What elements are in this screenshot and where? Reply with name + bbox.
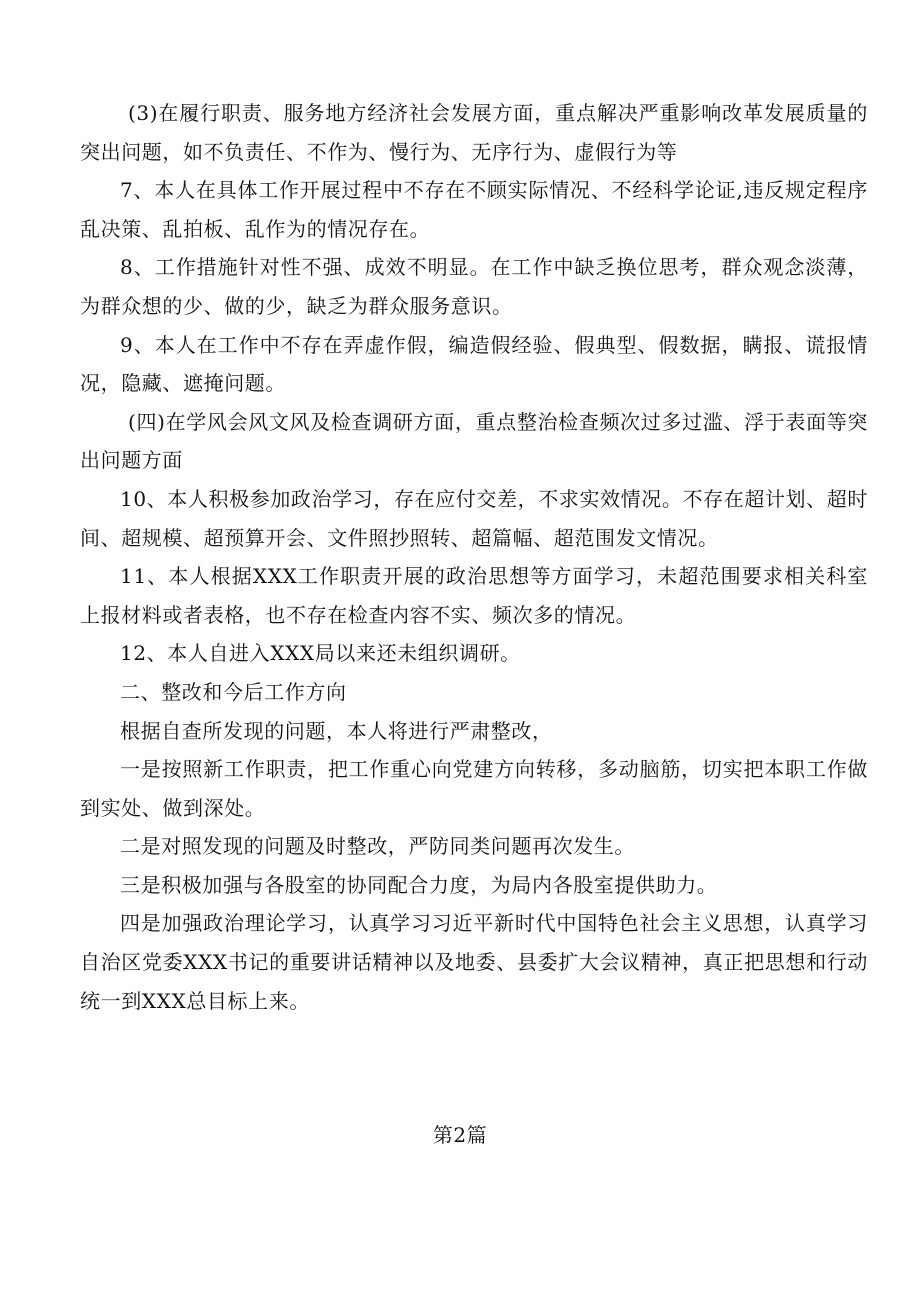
- paragraph-point-1: 一是按照新工作职责，把工作重心向党建方向转移，多动脑筋，切实把本职工作做到实处、做到深处。: [80, 757, 868, 820]
- paragraph-intro: 根据自查所发现的问题，本人将进行严肃整改，: [120, 718, 553, 743]
- paragraph-point-3: 三是积极加强与各股室的协同配合力度，为局内各股室提供助力。: [120, 872, 718, 897]
- paragraph-item-10: 10、本人积极参加政治学习，存在应付交差，不求实效情况。不存在超计划、超时间、超规模、超预算开会、文件照抄照转、超篇幅、超范围发文情况。: [80, 486, 868, 550]
- paragraph-point-4: 四是加强政治理论学习，认真学习习近平新时代中国特色社会主义思想，认真学习自治区党委XXX书记的重要讲话精神以及地委、县委扩大会议精神，真正把思想和行动统一到XXX总目标上来。: [80, 911, 868, 1013]
- paragraph-item-7: 7、本人在具体工作开展过程中不存在不顾实际情况、不经科学论证,违反规定程序乱决策、乱拍板、乱作为的情况存在。: [80, 178, 868, 241]
- paragraph-item-11: 11、本人根据XXX工作职责开展的政治思想等方面学习，未超范围要求相关科室上报材料或者表格，也不存在检查内容不实、频次多的情况。: [80, 564, 868, 627]
- paragraph-item-9: 9、本人在工作中不存在弄虚作假，编造假经验、假典型、假数据，瞒报、谎报情况，隐藏、遮掩问题。: [80, 332, 868, 396]
- paragraph-item-8: 8、工作措施针对性不强、成效不明显。在工作中缺乏换位思考，群众观念淡薄，为群众想的少、做的少，缺乏为群众服务意识。: [80, 255, 868, 318]
- paragraph-subsection-3: (3)在履行职责、服务地方经济社会发展方面，重点解决严重影响改革发展质量的突出问题，如不负责任、不作为、慢行为、无序行为、虚假行为等: [80, 101, 868, 164]
- paragraph-subsection-4: (四)在学风会风文风及检查调研方面，重点整治检查频次过多过滥、浮于表面等突出问题方面: [80, 409, 868, 473]
- paragraph-point-2: 二是对照发现的问题及时整改，严防同类问题再次发生。: [120, 834, 635, 859]
- paragraph-item-12: 12、本人自进入XXX局以来还未组织调研。: [120, 641, 521, 666]
- section-marker: 第2篇: [432, 1123, 488, 1147]
- section-heading-rectification: 二、整改和今后工作方向: [120, 679, 347, 704]
